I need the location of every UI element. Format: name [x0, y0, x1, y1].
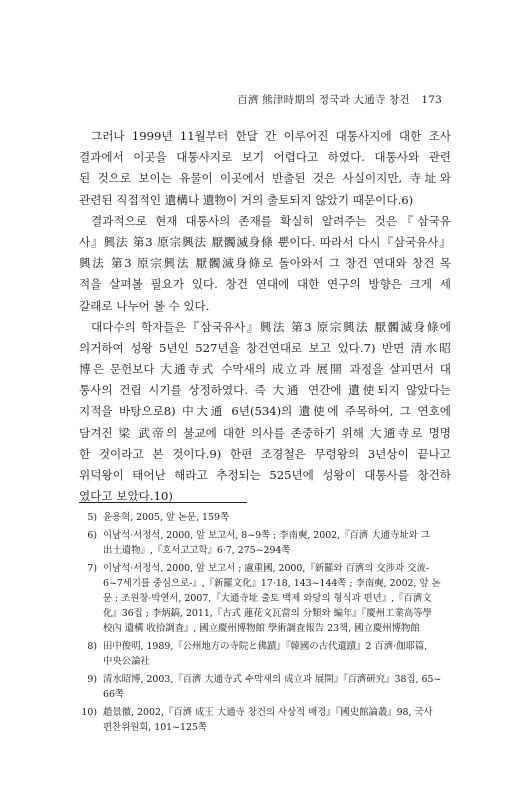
footnote [79, 639, 451, 669]
body-line: 사』興法 第3 原宗興法 厭髑滅身條 뿐이다. 따라서 다시『삼국유사』 [79, 234, 451, 249]
body-line: 갈래로 나누어 볼 수 있다. [79, 298, 210, 313]
body-line: 한 것이라고 본 것이다.9) 한편 조경철은 무령왕의 3년상이 끝나고 [79, 446, 451, 461]
footnote [79, 672, 451, 702]
body-line: 博은 문헌보다 大通寺式 수막새의 成立과 展開 과정을 살피면서 대 [79, 362, 451, 377]
footnote-line: 化』36집 ; 李炳鎬, 2011,『古式 蓮花文瓦當의 分類와 編年』『慶州工業高等學 [103, 608, 433, 619]
body-line: 의거하여 성왕 5년인 527년을 창건연대로 보고 있다.7) 반면 清水昭 [79, 340, 451, 355]
body-line: 지적을 바탕으로8) 中大通 6년(534)의 遺使에 주목하여, 그 연호에 [79, 404, 451, 419]
footnote [79, 561, 451, 636]
footnote-line: 校內 遺構 收拾調査』, 國立慶州博物館 學術調査報告 23책, 國立慶州博物館 [103, 623, 420, 634]
footnote-text [103, 528, 451, 558]
body-line: 였다고 보았다.10) [79, 489, 173, 504]
body-line: 통사의 건립 시기를 상정하였다. 즉 大通 연간에 遺使되지 않았다는 [79, 383, 451, 398]
body-line: 된 것으로 보이는 유물이 이곳에서 반출된 것은 사실이지만, 寺址와 [79, 171, 451, 186]
footnote [79, 705, 451, 735]
body-line: 그러나 1999년 11월부터 한달 간 이루어진 대통사지에 대한 조사 [91, 129, 451, 143]
footnote-text [103, 672, 451, 702]
footnote-text [103, 510, 451, 525]
footnote-line: 이남석·서정석, 2000, 앞 보고서, 8~9쪽 ; 李南奭, 2002,『百濟 大通寺址와 그 [103, 530, 430, 541]
body-text [79, 126, 451, 507]
footnote-text [103, 639, 451, 669]
footnote-line: 出土遺物』,『호서고고학』6·7, 275~294쪽 [103, 545, 291, 556]
body-line: 대다수의 학자들은『삼국유사』興法 第3 原宗興法 厭髑滅身條에 [91, 319, 451, 334]
footnote-number: 7) [87, 563, 97, 574]
footnote-number: 9) [87, 674, 97, 685]
body-line: 결과에서 이곳을 대통사지로 보기 어렵다고 하였다. 대통사와 관련 [79, 150, 451, 165]
footnote-line: 趙景徹, 2002,『百濟 成王 大通寺 창건의 사상적 배경』『國史館論叢』98, 국사 [103, 707, 433, 718]
body-line: 興法 第3 原宗興法 厭髑滅身條로 돌아와서 그 창건 연대와 창건 목 [79, 256, 451, 271]
footnote-number: 8) [87, 641, 97, 652]
footnote-line: 6~7세기를 중심으로-』,『新羅文化』17·18, 143~144쪽 ; 李南奭, 2002, 앞 논 [103, 578, 441, 589]
body-line: 위덕왕이 태어난 해라고 추정되는 525년에 성왕이 대통사를 창건하 [79, 468, 451, 482]
footnote-number: 6) [87, 530, 97, 541]
footnote-text [103, 705, 451, 735]
running-header [237, 92, 442, 107]
footnote-text [103, 561, 451, 636]
footnote-line: 中央公論社 [103, 656, 150, 667]
footnote-divider [79, 502, 247, 503]
footnote-line: 66쪽 [103, 689, 124, 700]
footnote-line: 이남석·서정석, 2000, 앞 보고서 ; 盧重國, 2000,『新羅와 百濟의 交涉과 交流- [103, 563, 429, 574]
footnote-number: 10) [81, 707, 97, 718]
body-line: 결과적으로 현재 대통사의 존재를 확실히 알려주는 것은『삼국유 [91, 213, 451, 228]
header-title: 百濟 熊津時期의 정국과 大通寺 창건 [237, 94, 410, 106]
body-line: 적을 살펴볼 필요가 있다. 창건 연대에 대한 연구의 방향은 크게 세 [79, 277, 451, 292]
page-number: 173 [421, 94, 442, 106]
body-line: 관련된 직접적인 遺構나 遺物이 거의 출토되지 않았기 때문이다.6) [79, 192, 414, 207]
body-line: 담겨진 梁 武帝의 불교에 대한 의사를 존중하기 위해 大通寺로 명명 [79, 425, 451, 440]
footnote-line: 清水昭博, 2003,『百濟 大通寺式 수막새의 成立과 展開』『百濟硏究』38집, 65~ [103, 674, 442, 685]
footnote-number: 5) [87, 512, 97, 523]
footnote-line: 田中俊明, 1989,『公州地方の寺院と佛蹟』『韓國の古代遺蹟』2 百濟·伽耶篇, [103, 641, 428, 652]
footnote-line: 윤용혁, 2005, 앞 논문, 159쪽 [103, 512, 230, 523]
footnotes [79, 510, 451, 738]
footnote [79, 528, 451, 558]
footnote [79, 510, 451, 525]
footnote-line: 편찬위원회, 101~125쪽 [103, 722, 207, 733]
footnote-line: 문 ; 조원창·박연서, 2007,『大通寺址 출토 백제 와당의 형식과 편년』,『百濟文 [103, 593, 432, 604]
